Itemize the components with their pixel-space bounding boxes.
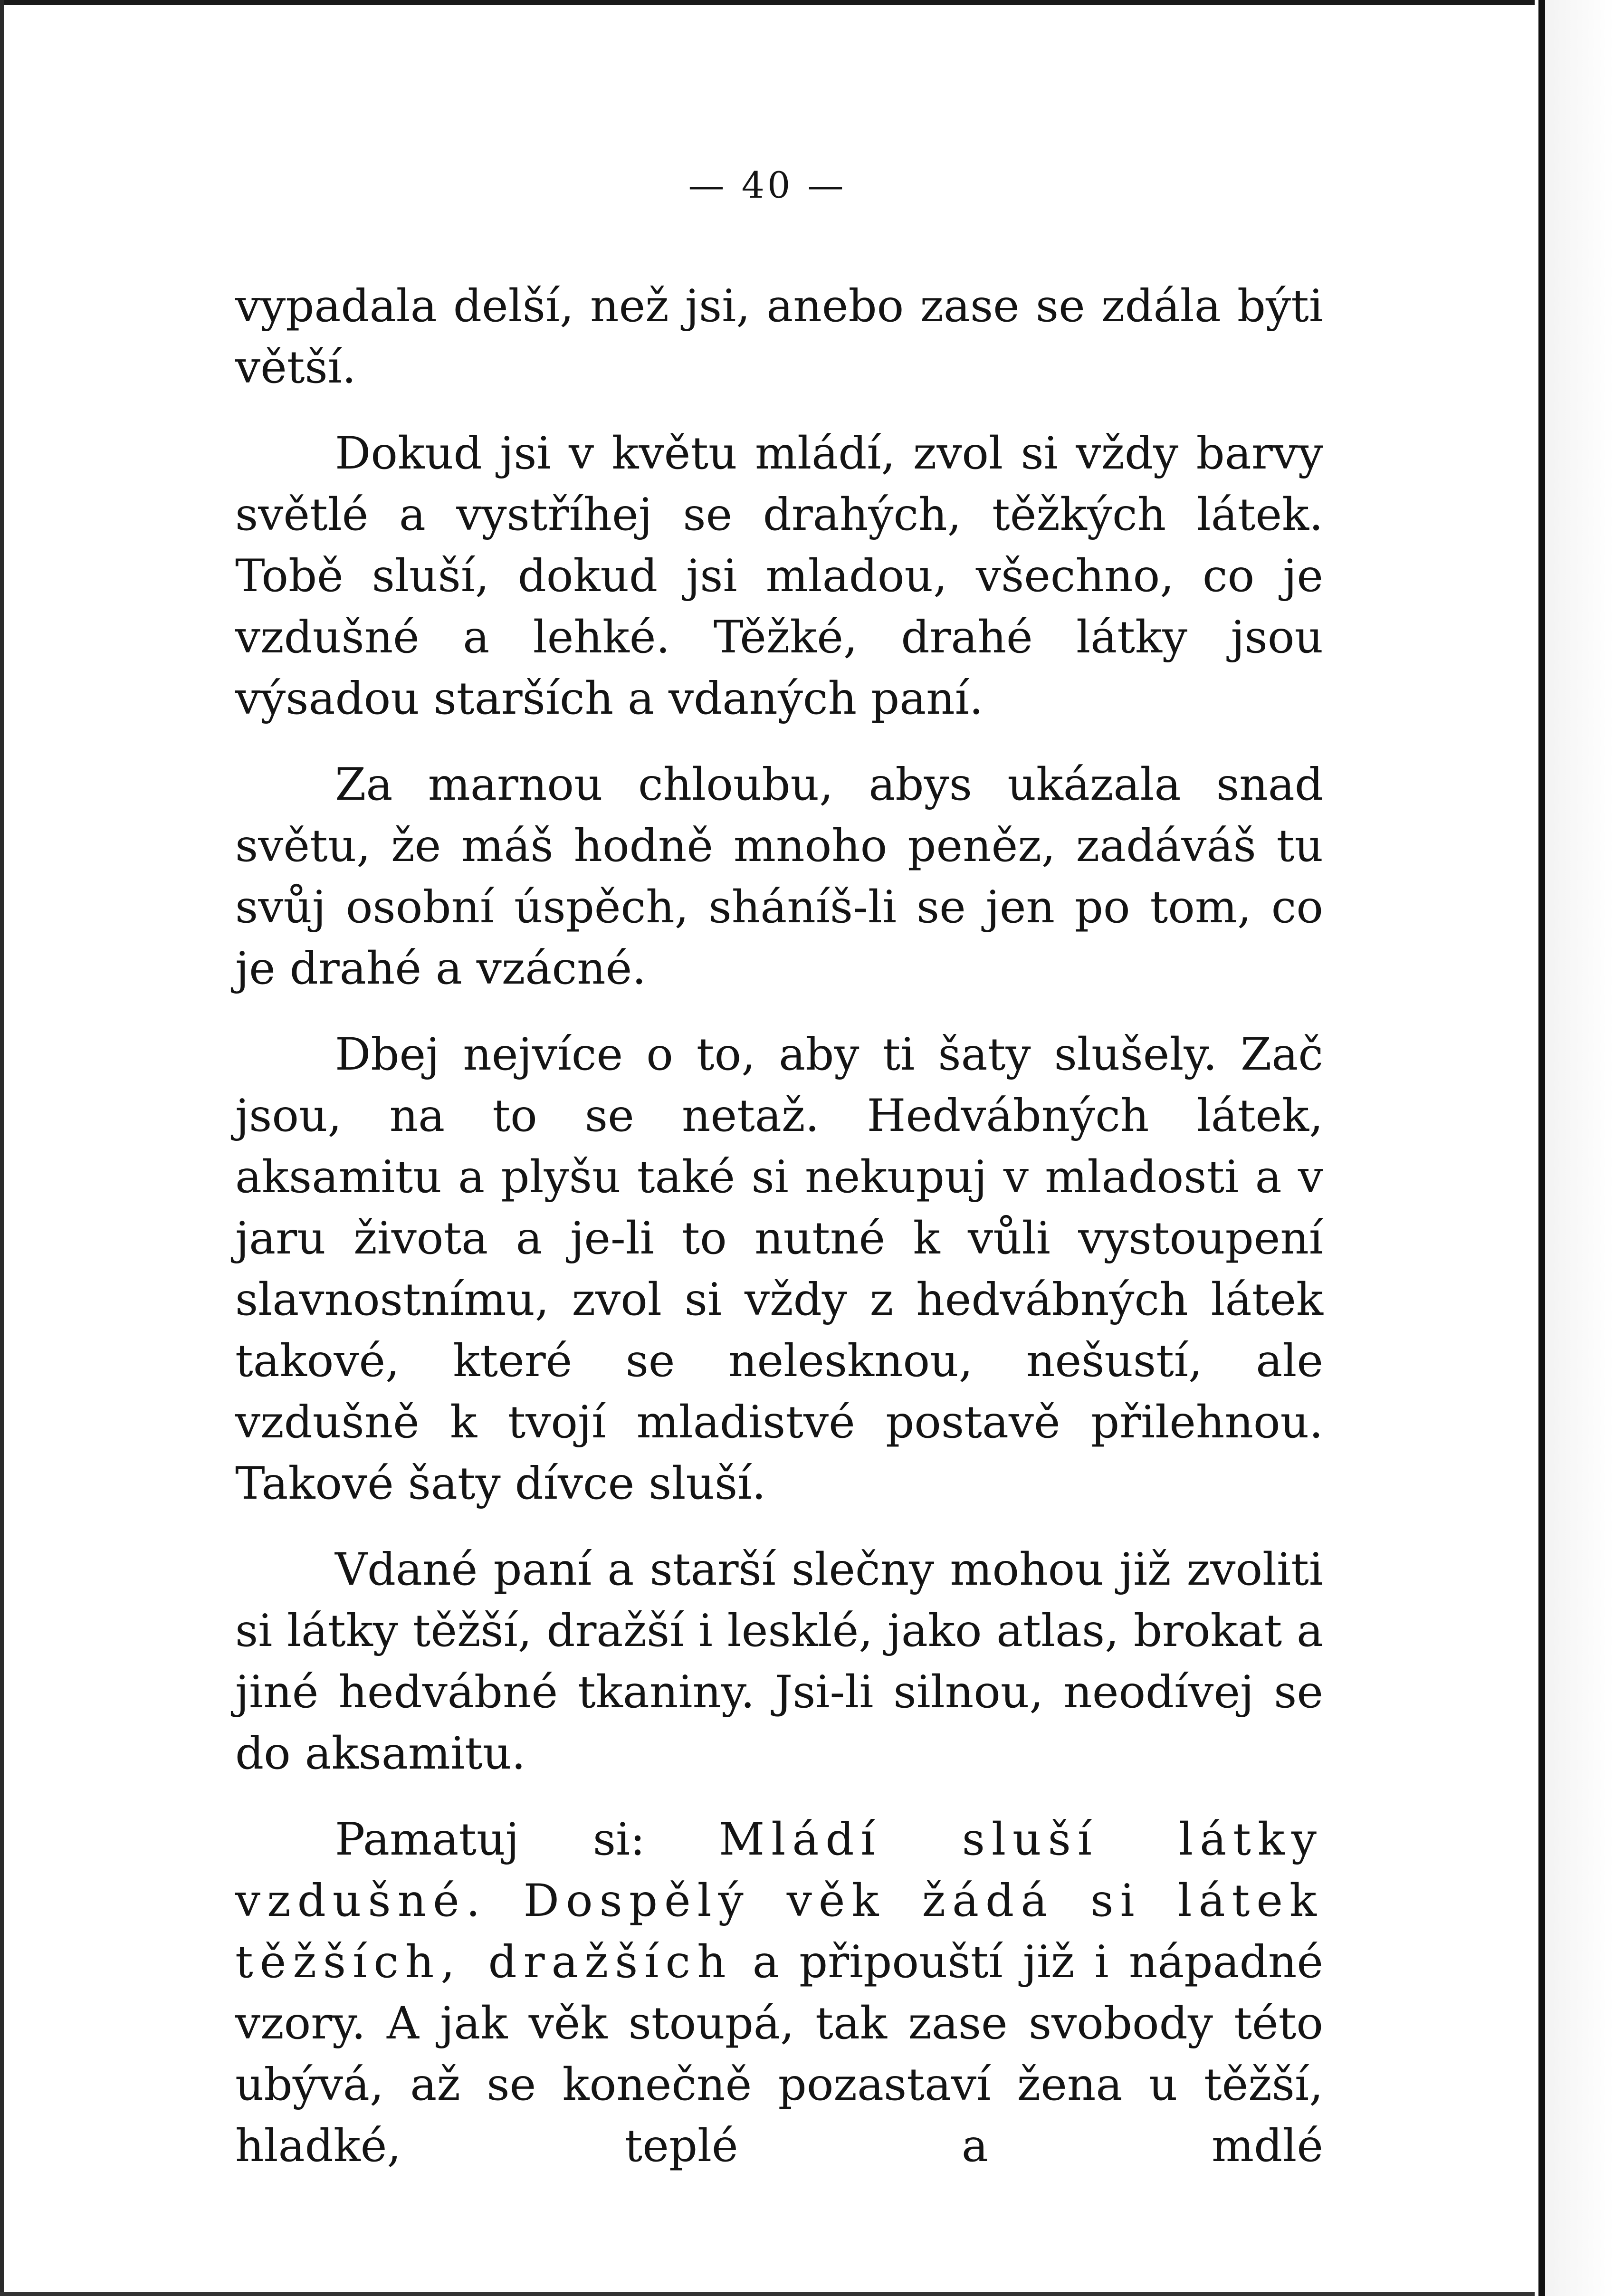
spine-shadow [1545,0,1614,2296]
spine-binding-line [1538,0,1545,2296]
page-left-edge [0,0,4,2296]
page-number: — 40 — [688,164,847,206]
paragraph-6-rest: a připouští již i nápadné vzory. A jak věk stoupá, tak zase svobody této ubývá, až se konečně pozastaví žena u těžší, hladké, teplé a mdlé [235,1936,1323,2172]
paragraph-5: Vdané paní a starší slečny mohou již zvoliti si látky těžší, dražší i lesklé, jako atlas, brokat a jiné hedvábné tkaniny. Jsi-li silnou, neodívej se do aksamitu. [235,1544,1323,1779]
paragraph-4: Dbej nejvíce o to, aby ti šaty slušely. Zač jsou, na to se netaž. Hedvábných látek, aksamitu a plyšu také si nekupuj v mladosti a v jaru života a je-li to nutné k vůli vystoupení slavnostnímu, zvol si vždy z hedvábných látek takové, které se nelesknou, nešustí, ale vzdušně k tvojí mladistvé postavě přilehnou. Takové šaty dívce sluší. [235,1029,1323,1510]
paragraph-3: Za marnou chloubu, abys ukázala snad světu, že máš hodně mnoho peněz, zadáváš tu svůj osobní úspěch, sháníš-li se jen po tom, co je drahé a vzácné. [235,759,1323,995]
paragraph-6 [235,1809,1323,2177]
body-text [235,276,1323,2177]
page-bottom-edge [0,2292,1614,2296]
paragraph-2: Dokud jsi v květu mládí, zvol si vždy barvy světlé a vystříhej se drahých, těžkých látek. Tobě sluší, dokud jsi mladou, všechno, co je vzdušné a lehké. Těžké, drahé látky jsou výsadou starších a vdaných paní. [235,428,1323,725]
emphasized-spaced-text: Mládí sluší látky vzdušné. Dospělý věk žádá si látek těžších, dražších [235,1814,1323,1988]
paragraph-6-lead: Pamatuj si: [335,1814,719,1866]
paragraph-1: vypadala delší, než jsi, anebo zase se zdála býti větší. [235,280,1323,393]
page-top-edge [0,0,1614,5]
